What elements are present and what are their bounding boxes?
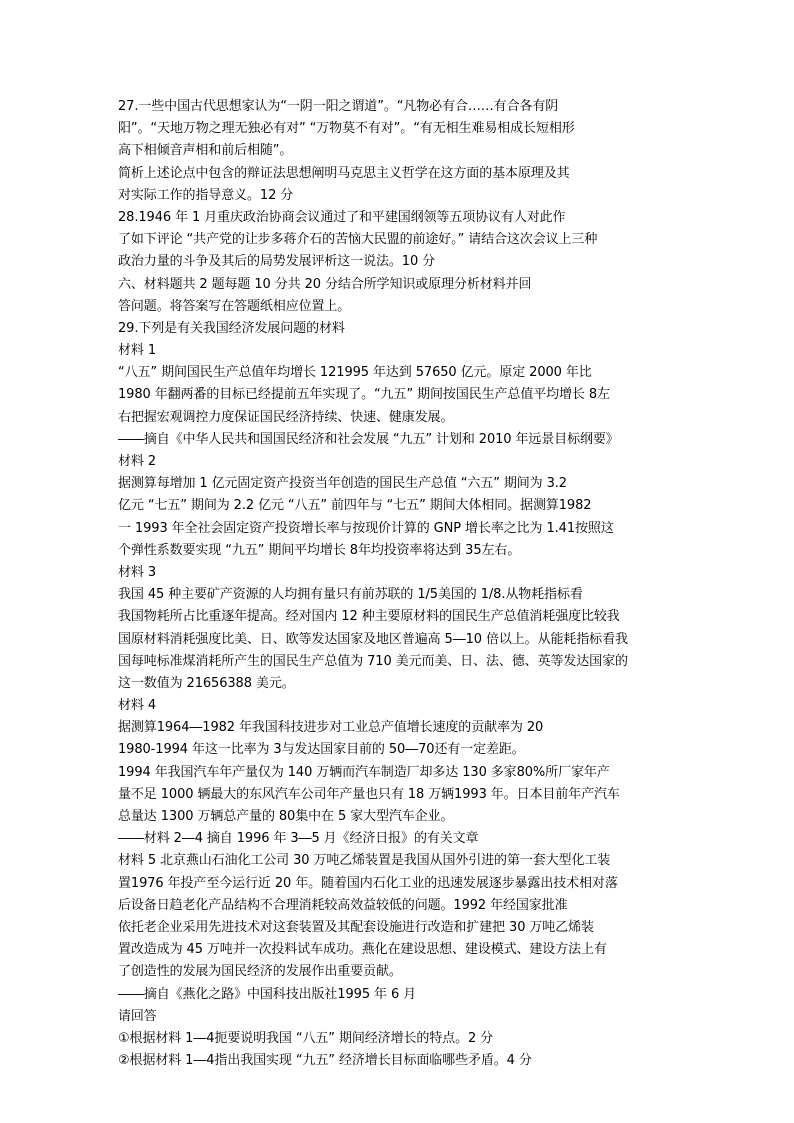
text-line: 国每吨标准煤消耗所产生的国民生产总值为 710 美元而美、日、法、德、英等发达国家的: [118, 653, 628, 669]
text-line: 总量达 1300 万辆总产量的 80集中在 5 家大型汽车企业。: [118, 809, 454, 824]
text-line: ――摘自《中华人民共和国国民经济和社会发展 “九五” 计划和 2010 年远景目标纲要》: [118, 431, 619, 447]
document-body: [118, 96, 678, 1072]
text-line: 材料 2: [118, 454, 157, 469]
text-line: 六、材料题共 2 题每题 10 分共 20 分结合所学知识或原理分析材料并回: [118, 276, 532, 292]
text-line: ――摘自《燕化之路》中国科技出版社1995 年 6 月: [118, 986, 417, 1002]
text-line: 阳”。“天地万物之理无独必有对” “万物莫不有对”。“有无相生难易相成长短相形: [118, 121, 575, 137]
text-line: 1994 年我国汽车年产量仅为 140 万辆而汽车制造厂却多达 130 多家80%所厂家年产: [118, 764, 610, 780]
text-line: 28.1946 年 1 月重庆政治协商会议通过了和平建国纲领等五项协议有人对此作: [118, 209, 566, 225]
text-line: 置1976 年投产至今运行近 20 年。随着国内石化工业的迅速发展逐步暴露出技术相对落: [118, 875, 618, 891]
text-line: 材料 3: [118, 564, 157, 580]
text-line: 简析上述论点中包含的辩证法思想阐明马克思主义哲学在这方面的基本原理及其: [118, 165, 570, 181]
text-line: 我国物耗所占比重逐年提高。经对国内 12 种主要原材料的国民生产总值消耗强度比较我: [118, 609, 620, 625]
text-line: 依托老企业采用先进技术对这套装置及其配套设施进行改造和扩建把 30 万吨乙烯装: [118, 919, 594, 935]
text-line: 个弹性系数要实现 “九五” 期间平均增长 8年均投资率将达到 35左右。: [118, 542, 521, 558]
text-line: 1980-1994 年这一比率为 3与发达国家目前的 50―70还有一定差距。: [118, 742, 525, 758]
text-line: 29.下列是有关我国经济发展问题的材料: [118, 320, 345, 336]
text-line: ①根据材料 1―4扼要说明我国 “八五” 期间经济增长的特点。2 分: [118, 1030, 494, 1046]
text-line: 答问题。将答案写在答题纸相应位置上。: [118, 298, 351, 314]
text-line: 了创造性的发展为国民经济的发展作出重要贡献。: [118, 964, 402, 980]
text-line: 一 1993 年全社会固定资产投资增长率与按现价计算的 GNP 增长率之比为 1.41按照这: [118, 520, 614, 536]
text-line: 27.一些中国古代思想家认为“一阴一阳之谓道”。“凡物必有合……有合各有阴: [118, 99, 559, 114]
text-line: ――材料 2―4 摘自 1996 年 3―5 月《经济日报》的有关文章: [118, 831, 479, 847]
text-line: 国原材料消耗强度比美、日、欧等发达国家及地区普遍高 5―10 倍以上。从能耗指标看我: [118, 631, 628, 647]
text-line: 右把握宏观调控力度保证国民经济持续、快速、健康发展。: [118, 409, 454, 425]
text-line: 材料 4: [118, 698, 157, 714]
text-line: 置改造成为 45 万吨并一次投料试车成功。燕化在建设思想、建设模式、建设方法上有: [118, 942, 607, 958]
text-line: 据测算1964―1982 年我国科技进步对工业总产值增长速度的贡献率为 20: [118, 720, 544, 736]
text-line: 1980 年翻两番的目标已经提前五年实现了。“九五” 期间按国民生产总值平均增长 8左: [118, 387, 610, 403]
text-line: 请回答: [118, 1008, 157, 1024]
text-line: 材料 5 北京燕山石油化工公司 30 万吨乙烯装置是我国从国外引进的第一套大型化工装: [118, 853, 611, 869]
text-line: 后设备日趋老化产品结构不合理消耗较高效益较低的问题。1992 年经国家批准: [118, 897, 568, 913]
text-line: 这一数值为 21656388 美元。: [118, 675, 295, 691]
text-line: ②根据材料 1―4指出我国实现 “九五” 经济增长目标面临哪些矛盾。4 分: [118, 1053, 532, 1069]
text-line: 对实际工作的指导意义。12 分: [118, 187, 294, 203]
text-line: 材料 1: [118, 343, 157, 359]
text-line: 了如下评论 “共产党的让步多蒋介石的苦恼大民盟的前途好。” 请结合这次会议上三种: [118, 232, 598, 248]
text-line: 高下相倾音声相和前后相随”。: [118, 143, 293, 159]
text-line: “八五” 期间国民生产总值年均增长 121995 年达到 57650 亿元。原定 2000 年比: [118, 365, 592, 381]
text-line: 量不足 1000 辆最大的东风汽车公司年产量也只有 18 万辆1993 年。日本目前年产汽车: [118, 786, 620, 802]
text-line: 亿元 “七五” 期间为 2.2 亿元 “八五” 前四年与 “七五” 期间大体相同。据测算1982: [118, 498, 592, 514]
text-line: 我国 45 种主要矿产资源的人均拥有量只有前苏联的 1/5美国的 1/8.从物耗指标看: [118, 587, 583, 603]
text-line: 据测算每增加 1 亿元固定资产投资当年创造的国民生产总值 “六五” 期间为 3.2: [118, 476, 567, 492]
text-line: 政治力量的斗争及其后的局势发展评析这一说法。10 分: [118, 254, 436, 270]
